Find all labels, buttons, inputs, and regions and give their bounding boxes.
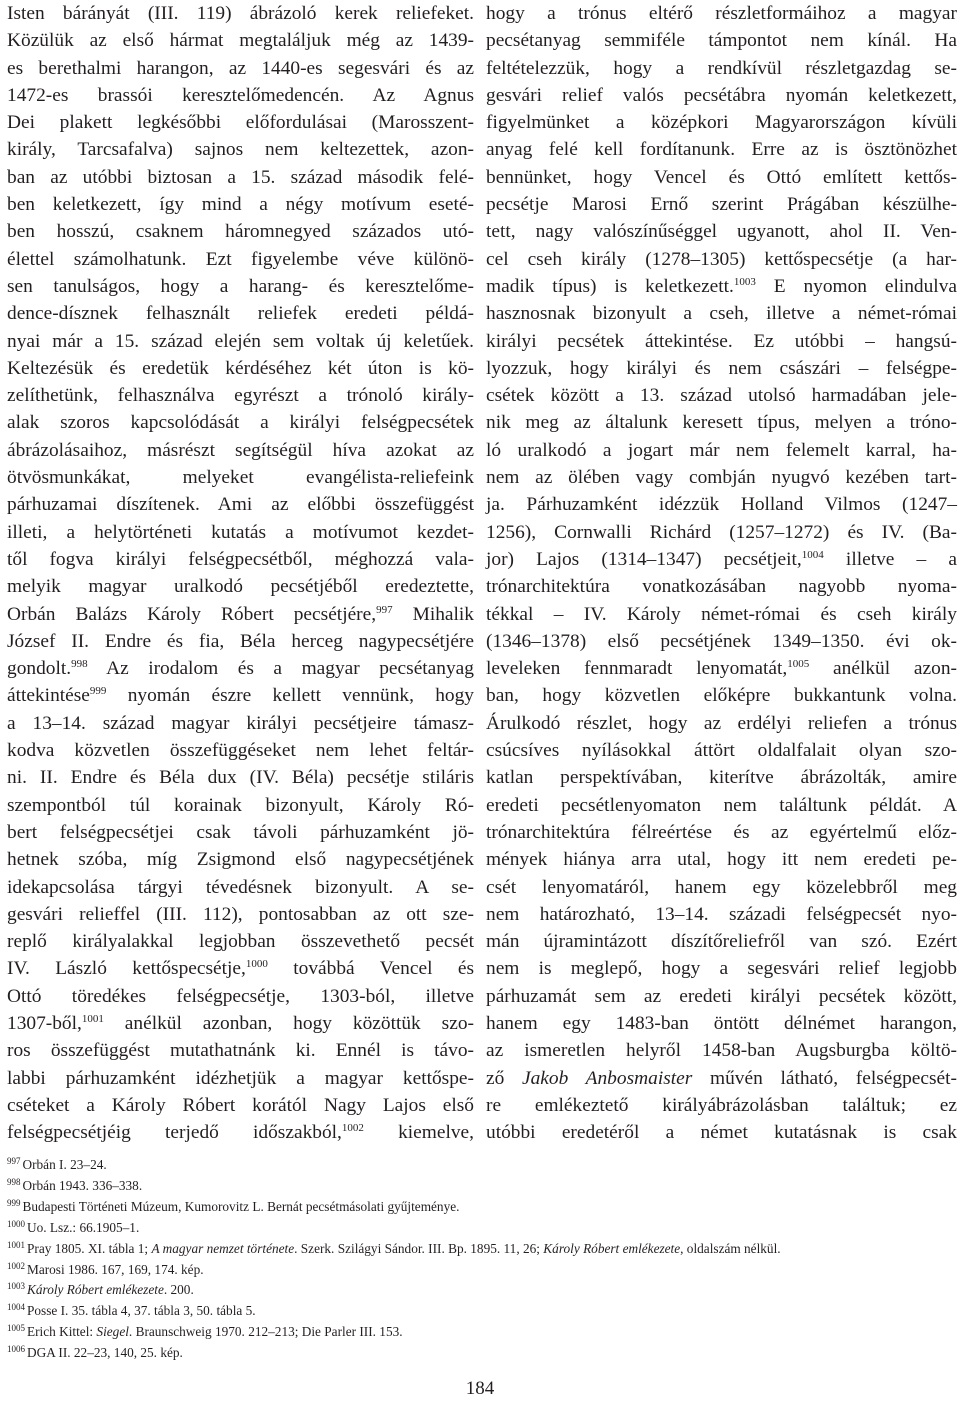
text-line: cséteket a Károly Róbert korától Nagy Lajos első	[7, 1094, 474, 1116]
text-line: anyag felé kell fordítanunk. Erre az is ösztönözhet	[486, 139, 957, 161]
text-line: ábrázolásaihoz, másrészt segítségül híva azokat az	[7, 439, 474, 461]
footnote-ref: 1004	[801, 548, 824, 561]
text-line: nem az ölében vagy combján nyugvó kezében tart-	[486, 467, 957, 489]
footnote: $^{1006}$ DGA II. 22–23, 140, 25. kép.	[7, 1344, 183, 1361]
text-line: kodva közvetlen összefüggéseket nem lehet feltár-	[7, 740, 474, 762]
text-line: ző Jakob Anbosmaister művén látható, felségpecsét-	[486, 1067, 957, 1089]
text-line: hogy a trónus eltérő részletformáihoz a magyar	[486, 3, 957, 24]
text-line: 1256), Cornwalli Richárd (1257–1272) és IV. (Ba-	[486, 521, 957, 543]
text-line: párhuzamai díszítenek. Ami az előbbi összefüggést	[7, 494, 474, 516]
text-line: IV. László kettőspecsétje,$^{1000}$ továbbá Vencel és	[7, 958, 475, 980]
footnote-ref: 997	[376, 603, 393, 616]
text-line: figyelmünket a középkori Magyarországon kívüli	[486, 112, 957, 134]
text-line: ben hosszú, csaknem háromnegyed százados utó-	[7, 221, 474, 243]
footnote-ref: 1003	[733, 275, 756, 288]
text-line: bert felségpecsétjei csak távoli párhuzamként jö-	[7, 821, 474, 843]
text-line: csétek között a 13. század utolsó harmadában jele-	[486, 385, 957, 407]
text-line: madik típus) is keletkezett.$^{1003}$ E nyomon elindulva	[486, 275, 958, 297]
text-line: (1346–1378) első pecsétjének 1349–1350. évi ok-	[486, 630, 957, 652]
text-line: alak szoros kapcsolódását a királyi felségpecsétek	[7, 412, 474, 434]
text-line: ben keletkezett, így mind a négy motívum eseté-	[7, 194, 474, 216]
text-line: az ismeretlen helyről 1458-ban Augsburgba költö-	[486, 1040, 957, 1062]
text-line: tett, nagy valószínűséggel ugyanott, ahol II. Ven-	[486, 221, 957, 243]
footnote-number: 1004	[7, 1302, 25, 1313]
footnote: $^{997}$ Orbán I. 23–24.	[7, 1156, 107, 1172]
footnote-ref: 1000	[245, 958, 268, 971]
text-line: 1472-es brassói keresztelőmedencén. Az Agnus	[7, 84, 474, 106]
text-line: gondolt.$^{998}$ Az irodalom és a magyar pecsétanyag	[7, 658, 474, 680]
text-line: bennünket, hogy Vencel és Ottó említett kettős-	[486, 166, 957, 188]
right-text-column	[486, 0, 957, 1146]
footnote-number: 1000	[7, 1218, 25, 1229]
text-line: re emlékeztető királyábrázolásban találtuk; ez	[486, 1094, 957, 1116]
footnote-ref: 1001	[81, 1012, 104, 1025]
text-line: csúcsíves nyílásokkal áttört oldalfalait olyan szo-	[486, 740, 957, 762]
text-line: párhuzamát sem az eredeti királyi pecsétek között,	[486, 985, 957, 1007]
footnote: $^{1000}$ Uo. Lsz.: 66.1905–1.	[7, 1218, 140, 1235]
text-line: ros összefüggést mutathatnánk ki. Ennél is távo-	[7, 1040, 474, 1062]
page-number: 184	[465, 1378, 495, 1399]
text-line: mények hiánya arra utal, hogy itt nem eredeti pe-	[486, 849, 957, 871]
text-line: Ottó töredékes felségpecsétje, 1303-ból, illetve	[7, 985, 474, 1007]
text-line: áttekintése$^{999}$ nyomán észre kellett vennünk, hogy	[7, 685, 474, 707]
text-line: csét lenyomatáról, hanem egy közelebbről meg	[486, 876, 957, 898]
text-line: trónarchitektúra félreértése és az egyértelmű előz-	[486, 821, 957, 843]
text-line: től fogva királyi felségpecsétből, méghozzá vala-	[7, 548, 474, 570]
text-line: nem is meglepő, hogy a segesvári relief legjobb	[486, 958, 957, 980]
footnote-ref: 1002	[341, 1122, 364, 1135]
text-line: ló uralkodó a jogart már nem felemelt karral, ha-	[486, 439, 957, 461]
text-line: ban az utóbbi biztosan a 15. század második felé-	[7, 166, 474, 188]
text-line: gesvári relieffel (III. 112), pontosabban az ott sze-	[7, 903, 474, 925]
text-line: királyi pecsétek áttekintése. Ez utóbbi – hangsú-	[486, 330, 957, 352]
left-text-column	[7, 0, 474, 1146]
text-line: mán újramintázott díszítőreliefről van szó. Ezért	[486, 931, 957, 953]
footnote-number: 1006	[7, 1344, 25, 1355]
text-line: nyai már a 15. század elején sem voltak új keletűek.	[7, 330, 474, 352]
text-line: idekapcsolása tárgyi tévedésnek bizonyult. A se-	[7, 876, 474, 898]
text-line: illeti, a helytörténeti kutatás a motívumot kezdet-	[7, 521, 474, 543]
text-line: Orbán Balázs Károly Róbert pecsétjére,$^{997}$ Mihalik	[7, 603, 475, 625]
footnote-number: 999	[7, 1197, 21, 1208]
text-line: nik meg az általunk keresett típus, melyen a tróno-	[486, 412, 957, 434]
text-line: katlan perspektívában, kiterítve ábrázolták, amire	[486, 767, 957, 789]
text-line: replő királyalakkal legjobban összevethető pecsét	[7, 931, 474, 953]
text-line: trónarchitektúra vonatkozásában nagyobb nyoma-	[486, 576, 957, 598]
text-line: pecsétje Marosi Ernő szerint Prágában készülhe-	[486, 194, 957, 216]
text-line: cel cseh király (1278–1305) kettőspecsétje (a har-	[486, 248, 957, 270]
footnote-number: 1003	[7, 1281, 25, 1292]
text-line: ötvösmunkákat, melyeket evangélista-reliefeink	[7, 467, 474, 489]
footnote-ref: 999	[89, 685, 107, 698]
text-line: szempontból túl korainak bizonyult, Károly Ró-	[7, 794, 474, 816]
text-line: pecsétanyag semmiféle támpontot nem kínál. Ha	[486, 30, 957, 52]
text-line: Isten bárányát (III. 119) ábrázoló kerek reliefeket.	[7, 3, 474, 24]
text-line: dence-dísznek felhasznált reliefek eredeti példá-	[7, 303, 474, 325]
text-line: es berethalmi harangon, az 1440-es segesvári és az	[7, 57, 474, 79]
text-line: felségpecsétjéig terjedő időszakból,$^{1002}$ kiemelve,	[7, 1122, 474, 1144]
text-line: Közülük az első hármat megtaláljuk még az 1439-	[7, 30, 474, 52]
footnote-number: 998	[7, 1176, 21, 1187]
text-line: Dei plakett legkésőbbi előfordulásai (Marosszent-	[7, 112, 474, 134]
text-line: jor) Lajos (1314–1347) pecsétjeit,$^{1004}$ illetve – a	[486, 548, 957, 570]
text-line: nem határozható, 13–14. századi felségpecsét nyo-	[486, 903, 957, 925]
text-line: tékkal – IV. Károly német-római és cseh király	[486, 603, 957, 625]
text-line: ja. Párhuzamként idézzük Holland Vilmos (1247–	[486, 494, 957, 516]
text-line: hanem egy 1483-ban öntött délnémet harangon,	[486, 1012, 957, 1034]
footnote: $^{999}$ Budapesti Történeti Múzeum, Kumorovitz L. Bernát pecsétmásolati gyűjteménye.	[7, 1197, 460, 1214]
text-line: ni. II. Endre és Béla dux (IV. Béla) pecsétje stiláris	[7, 767, 474, 789]
text-line: labbi párhuzamként idézhetjük a magyar kettőspe-	[7, 1067, 474, 1089]
text-line: ban, hogy közvetlen előképre bukkantunk volna.	[486, 685, 957, 707]
footnote-ref: 998	[71, 658, 88, 671]
text-line: hasznosnak bizonyult a cseh, illetve a német-római	[486, 303, 957, 325]
footnote: $^{1004}$ Posse I. 35. tábla 4, 37. tábla 3, 50. tábla 5.	[7, 1302, 256, 1319]
footnote: $^{1001}$ Pray 1805. XI. tábla 1; A magyar nemzet története. Szerk. Szilágyi Sándor. III. Bp. 1895. 11, 26; Károly Róbert emlékezete, oldalszám nélkül.	[7, 1239, 781, 1256]
text-line: feltételezzük, hogy a rendkívül részletgazdag se-	[486, 57, 957, 79]
text-line: eredeti pecsétlenyomaton nem találtunk példát. A	[486, 794, 957, 816]
text-line: Keltezésük és eredetük kérdéséhez két úton is kö-	[7, 357, 474, 379]
footnote-number: 997	[7, 1156, 21, 1166]
text-line: melyik magyar uralkodó pecsétjéből eredeztette,	[7, 576, 474, 598]
text-line: élettel számolhatunk. Ezt figyelembe véve különö-	[7, 248, 474, 270]
footnote: $^{998}$ Orbán 1943. 336–338.	[7, 1176, 143, 1193]
text-line: utóbbi eredetéről a német kutatásnak is csak	[486, 1122, 957, 1144]
footnote-number: 1001	[7, 1239, 25, 1250]
text-line: 1307-ből,$^{1001}$ anélkül azonban, hogy közöttük szo-	[7, 1012, 474, 1034]
footnote: $^{1003}$ Károly Róbert emlékezete. 200.	[7, 1281, 194, 1298]
footnote: $^{1005}$ Erich Kittel: Siegel. Braunschweig 1970. 212–213; Die Parler III. 153.	[7, 1323, 403, 1340]
footnote-ref: 1005	[787, 658, 810, 671]
footnote-number: 1002	[7, 1260, 25, 1271]
text-line: leveleken fennmaradt lenyomatát,$^{1005}$ anélkül azon-	[486, 658, 957, 680]
text-line: hetnek szóba, míg Zsigmond első nagypecsétjének	[7, 849, 474, 871]
footnote-number: 1005	[7, 1323, 25, 1334]
text-line: király, Tarcsafalva) sajnos nem keltezettek, azon-	[7, 139, 474, 161]
text-line: a 13–14. század magyar királyi pecsétjeire támasz-	[7, 712, 474, 734]
text-line: sen tanulságos, hogy a harang- és keresztelőme-	[7, 275, 474, 297]
text-line: Árulkodó részlet, hogy az erdélyi reliefen a trónus	[486, 712, 957, 734]
text-line: József II. Endre és fia, Béla herceg nagypecsétjére	[7, 630, 474, 652]
text-line: gesvári relief valós pecsétábra nyomán keletkezett,	[486, 84, 957, 106]
text-line: lyozzuk, hogy királyi és nem császári – felségpe-	[486, 357, 957, 379]
footnotes	[7, 1155, 957, 1364]
footnote: $^{1002}$ Marosi 1986. 167, 169, 174. kép.	[7, 1260, 204, 1277]
text-line: zelíthetünk, felhasználva egyrészt a trónoló király-	[7, 385, 474, 407]
